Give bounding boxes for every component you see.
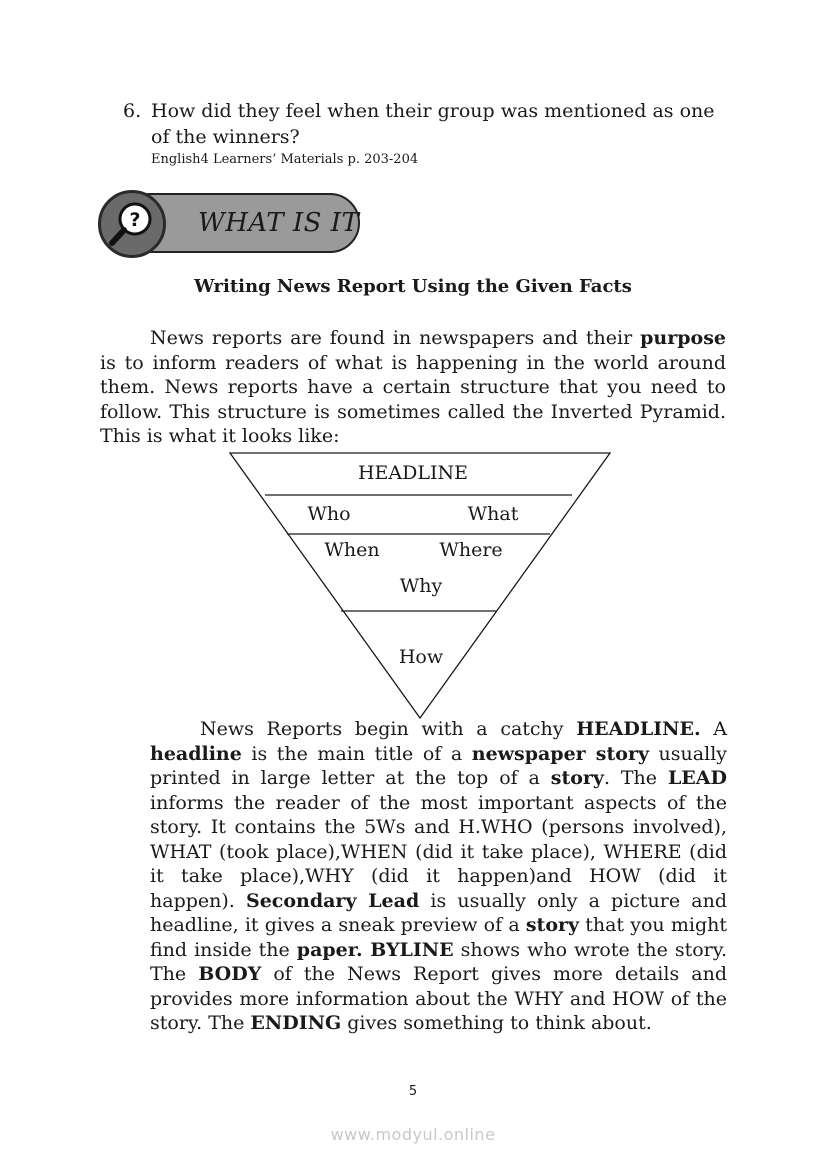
page-number: 5 — [408, 1084, 418, 1099]
inverted-pyramid-diagram — [225, 448, 615, 723]
question-6 — [123, 98, 733, 150]
pyramid-how: How — [398, 646, 444, 668]
pyramid-where: Where — [439, 539, 503, 561]
intro-paragraph: News reports are found in newspapers and their purpose is to inform readers of what is happening in the world around them. News reports have a certain structure that you need to follow. This structure is sometimes called the Inverted Pyramid. This is what it looks like: — [100, 327, 726, 447]
pyramid-who: Who — [307, 503, 351, 525]
explanation-paragraph: News Reports begin with a catchy HEADLINE. A headline is the main title of a newspaper story usually printed in large letter at the top of a story. The LEAD informs the reader of the most important aspects of the story. It contains the 5Ws and H.WHO (persons involved), WHAT (took place),WHEN (did it take place), WHERE (did it take place),WHY (did it happen)and HOW (did it happen). Secondary Lead is usually only a picture and headline, it gives a sneak preview of a story that you might find inside the paper. BYLINE shows who wrote the story. The BODY of the News Report gives more details and provides more information about the WHY and HOW of the story. The ENDING gives something to think about. — [150, 718, 728, 1034]
pyramid-headline: HEADLINE — [357, 462, 469, 484]
pyramid-when: When — [324, 539, 380, 561]
magnifier-question-icon — [105, 197, 159, 251]
watermark: www.modyul.online — [330, 1125, 496, 1144]
question-number: 6. — [123, 100, 142, 122]
svg-text:?: ? — [129, 209, 141, 231]
section-title: Writing News Report Using the Given Facts — [194, 276, 632, 297]
pyramid-why: Why — [399, 575, 443, 597]
what-is-it-badge — [98, 190, 364, 260]
pyramid-what: What — [467, 503, 519, 525]
badge-circle — [98, 190, 166, 258]
badge-title: WHAT IS IT — [198, 208, 360, 238]
question-text: How did they feel when their group was mentioned as one of the winners? — [151, 100, 715, 148]
source-reference: English4 Learners’ Materials p. 203-204 — [151, 152, 419, 167]
